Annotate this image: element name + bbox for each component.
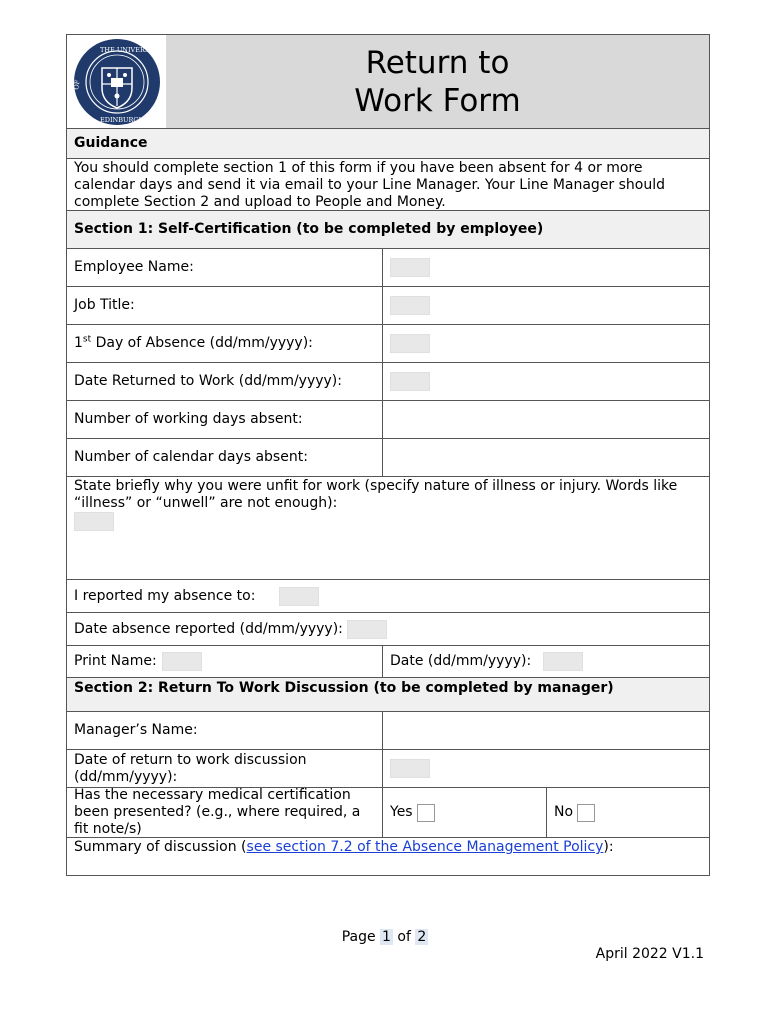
no-label: No bbox=[554, 804, 574, 820]
employee-name-field[interactable] bbox=[390, 258, 430, 277]
calendar-days-field[interactable] bbox=[383, 439, 709, 476]
reason-label: State briefly why you were unfit for work (specify nature of illness or injury. Words like “illness” or “unwell” are not enough): bbox=[74, 478, 678, 511]
yes-cell bbox=[383, 788, 547, 837]
calendar-days-row bbox=[67, 439, 709, 477]
working-days-label: Number of working days absent: bbox=[74, 411, 303, 427]
reported-to-field[interactable] bbox=[279, 587, 319, 606]
date-reported-row bbox=[67, 613, 709, 646]
title-line-1: Return to bbox=[365, 44, 510, 81]
date-discussion-field[interactable] bbox=[390, 759, 430, 778]
reason-row bbox=[67, 477, 709, 580]
reported-to-label: I reported my absence to: bbox=[74, 587, 256, 604]
date-returned-label: Date Returned to Work (dd/mm/yyyy): bbox=[74, 373, 342, 389]
date-label: Date (dd/mm/yyyy): bbox=[390, 653, 532, 669]
print-name-label: Print Name: bbox=[74, 653, 157, 669]
manager-name-field[interactable] bbox=[383, 712, 709, 749]
page-number bbox=[0, 929, 770, 945]
section1-heading-text: Section 1: Self-Certification (to be completed by employee) bbox=[74, 221, 544, 237]
manager-name-label: Manager’s Name: bbox=[74, 722, 198, 738]
date-discussion-label: Date of return to work discussion (dd/mm/yyyy): bbox=[74, 751, 307, 785]
reason-field[interactable] bbox=[74, 512, 114, 531]
first-day-field[interactable] bbox=[390, 334, 430, 353]
page-total: 2 bbox=[417, 929, 427, 945]
summary-label-start: Summary of discussion ( bbox=[74, 839, 247, 855]
page-label: Page bbox=[341, 929, 376, 945]
guidance-text bbox=[67, 159, 709, 211]
manager-name-row bbox=[67, 712, 709, 750]
form-header bbox=[67, 35, 709, 129]
working-days-field[interactable] bbox=[383, 401, 709, 438]
first-day-label bbox=[74, 335, 313, 352]
title-line-2: Work Form bbox=[354, 82, 521, 119]
guidance-heading bbox=[67, 129, 709, 159]
no-checkbox[interactable] bbox=[577, 804, 595, 822]
no-cell bbox=[547, 804, 709, 822]
svg-text:THE UNIVERSITY: THE UNIVERSITY bbox=[99, 45, 161, 54]
job-title-label: Job Title: bbox=[74, 297, 135, 313]
section1-heading bbox=[67, 211, 709, 249]
university-logo bbox=[67, 35, 166, 128]
first-day-text: Day of Absence (dd/mm/yyyy): bbox=[91, 335, 313, 351]
first-day-suffix: st bbox=[82, 334, 92, 345]
calendar-days-label: Number of calendar days absent: bbox=[74, 449, 308, 465]
date-returned-row bbox=[67, 363, 709, 401]
first-day-row bbox=[67, 325, 709, 363]
absence-policy-link[interactable]: see section 7.2 of the Absence Management Policy bbox=[246, 839, 604, 855]
job-title-row bbox=[67, 287, 709, 325]
summary-row bbox=[67, 838, 709, 875]
university-crest-icon bbox=[70, 38, 164, 126]
employee-name-row bbox=[67, 249, 709, 287]
section2-heading bbox=[67, 678, 709, 712]
yes-checkbox[interactable] bbox=[417, 804, 435, 822]
svg-text:OF: OF bbox=[71, 78, 82, 90]
reported-to-row bbox=[67, 580, 709, 613]
job-title-field[interactable] bbox=[390, 296, 430, 315]
print-name-row bbox=[67, 646, 709, 678]
svg-text:EDINBURGH: EDINBURGH bbox=[99, 115, 144, 124]
guidance-heading-text: Guidance bbox=[74, 135, 148, 151]
form-title bbox=[166, 35, 709, 128]
certification-label: Has the necessary medical certification been presented? (e.g., where required, a fit note/s) bbox=[74, 787, 361, 837]
print-name-field[interactable] bbox=[162, 652, 202, 671]
first-day-number: 1 bbox=[74, 335, 83, 351]
summary-label-end: ): bbox=[603, 839, 614, 855]
date-discussion-row bbox=[67, 750, 709, 788]
working-days-row bbox=[67, 401, 709, 439]
employee-name-label: Employee Name: bbox=[74, 259, 194, 275]
section2-heading-text: Section 2: Return To Work Discussion (to be completed by manager) bbox=[74, 680, 614, 696]
yes-label: Yes bbox=[390, 804, 413, 820]
version-label: April 2022 V1.1 bbox=[595, 946, 704, 962]
guidance-body: You should complete section 1 of this form if you have been absent for 4 or more calendar days and send it via email to your Line Manager. Your Line Manager should complete Section 2 and upload to People and Money. bbox=[74, 160, 666, 210]
page-of: of bbox=[397, 929, 411, 945]
date-reported-label: Date absence reported (dd/mm/yyyy): bbox=[74, 620, 343, 637]
date-returned-field[interactable] bbox=[390, 372, 430, 391]
certification-row bbox=[67, 788, 709, 838]
return-to-work-form bbox=[66, 34, 710, 876]
date-reported-field[interactable] bbox=[347, 620, 387, 639]
date-field[interactable] bbox=[543, 652, 583, 671]
page-current: 1 bbox=[382, 929, 391, 945]
